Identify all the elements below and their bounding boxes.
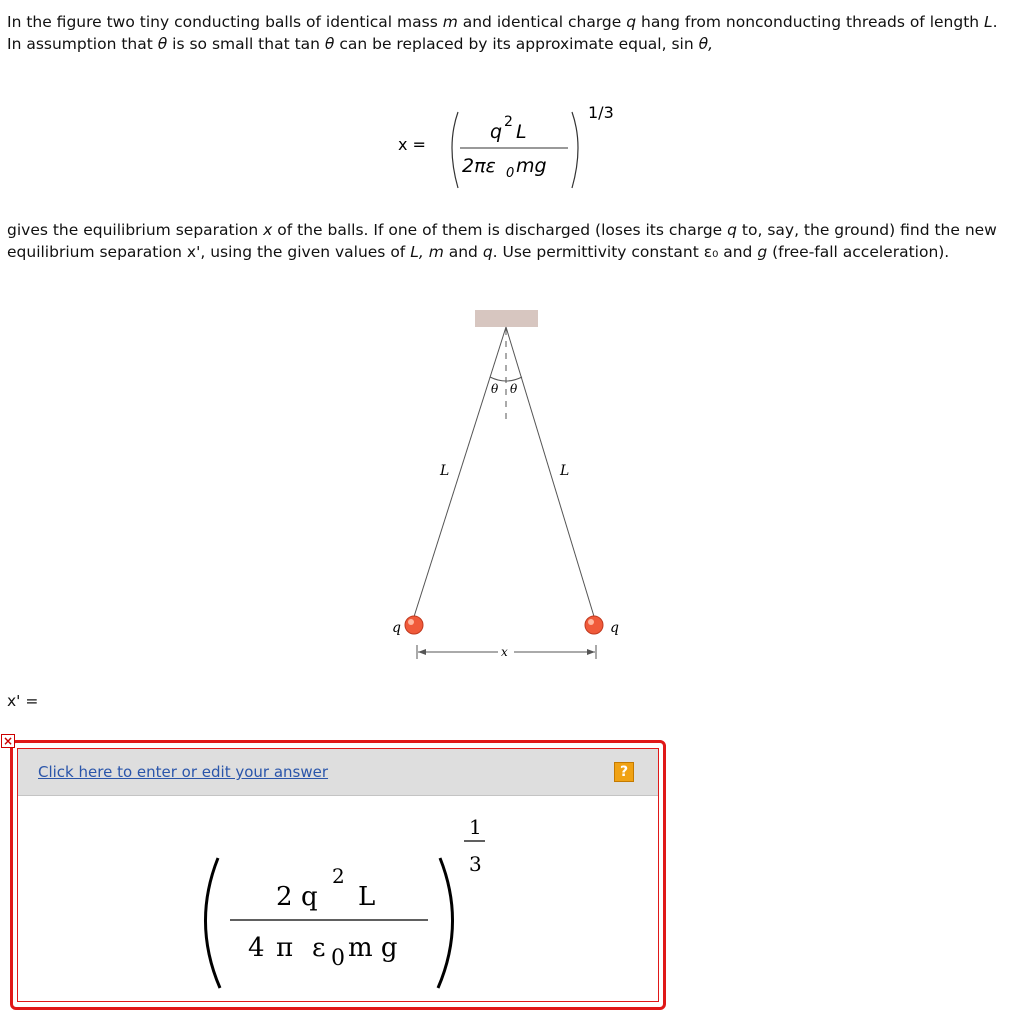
italic-symbol: θ,: [698, 35, 714, 53]
formula-numerator-base: q: [490, 121, 503, 143]
charge-label-right: q: [610, 620, 619, 636]
answer-den-sub: 0: [331, 946, 345, 971]
italic-symbol: q: [727, 221, 737, 239]
answer-left-paren: [205, 858, 220, 988]
answer-expression-graphic: [188, 813, 498, 993]
formula-right-paren: [572, 112, 578, 188]
formula-power: 1/3: [588, 103, 614, 122]
help-icon[interactable]: ?: [614, 762, 634, 782]
italic-symbol: θ: [157, 35, 168, 53]
answer-power-num: 1: [469, 815, 482, 839]
right-thread: [506, 327, 596, 623]
equilibrium-formula: [398, 98, 628, 198]
answer-expression: [188, 813, 498, 993]
left-ball-highlight: [408, 619, 414, 625]
dimension-arrow-left: [418, 649, 426, 655]
right-ball-highlight: [588, 619, 594, 625]
angle-label-left: θ: [491, 382, 499, 396]
formula-lhs: x =: [398, 135, 426, 154]
right-ball: [585, 616, 603, 634]
formula-left-paren: [452, 112, 458, 188]
italic-symbol: q: [626, 13, 637, 31]
separation-label: x: [501, 645, 508, 659]
formula-numerator-tail: L: [516, 121, 527, 143]
answer-den-pi: π: [276, 933, 294, 963]
answer-den-coef: 4: [248, 933, 265, 963]
thread-label-right: L: [560, 463, 570, 479]
formula-numerator-exp: 2: [504, 114, 513, 130]
italic-symbol: L: [984, 13, 993, 31]
text-run: to, say, the ground) find the new equilibrium separation x', using the given values of: [7, 221, 997, 261]
error-icon: ×: [2, 734, 14, 748]
answer-power-den: 3: [469, 852, 482, 876]
charge-label-left: q: [392, 620, 401, 636]
text-run: and: [443, 243, 483, 261]
text-run: gives the equilibrium separation: [7, 221, 264, 239]
formula-denominator-tail: mg: [516, 155, 547, 177]
dimension-arrow-right: [587, 649, 595, 655]
problem-paragraph-1: [7, 11, 1002, 55]
italic-symbol: x: [263, 221, 273, 239]
answer-num-base: q: [301, 882, 318, 912]
text-run: In the figure two tiny conducting balls of identical mass: [7, 13, 443, 31]
answer-num-tail: L: [358, 882, 376, 912]
italic-symbol: θ: [324, 35, 335, 53]
formula-graphic: [398, 98, 638, 198]
italic-symbol: q: [482, 243, 493, 261]
text-run: . Use permittivity constant ε₀ and: [492, 243, 758, 261]
italic-symbol: L,: [410, 243, 424, 261]
thread-label-left: L: [440, 463, 450, 479]
pendulum-diagram: [370, 305, 660, 670]
text-run: (free-fall acceleration).: [767, 243, 950, 261]
text-run: is so small that tan: [167, 35, 325, 53]
answer-num-exp: 2: [332, 864, 345, 888]
answer-right-paren: [438, 858, 453, 988]
ceiling-support: [475, 310, 538, 327]
pendulum-figure: [370, 305, 660, 670]
answer-prompt: x' =: [7, 692, 39, 710]
italic-symbol: m: [428, 243, 444, 261]
text-run: and identical charge: [457, 13, 627, 31]
formula-denominator-sub: 0: [506, 166, 515, 181]
italic-symbol: g: [757, 243, 768, 261]
left-thread: [412, 327, 506, 623]
text-run: hang from nonconducting threads of length: [636, 13, 985, 31]
problem-paragraph-2: [7, 219, 1002, 263]
angle-label-right: θ: [510, 382, 518, 396]
answer-den-tail: m g: [348, 933, 398, 963]
text-run: . In assumption that: [7, 13, 998, 53]
answer-den-eps: ε: [312, 933, 326, 963]
text-run: can be replaced by its approximate equal, sin: [334, 35, 699, 53]
answer-header: [18, 749, 658, 796]
left-ball: [405, 616, 423, 634]
edit-answer-link[interactable]: Click here to enter or edit your answer: [38, 763, 329, 781]
formula-denominator-main: 2πε: [462, 155, 496, 177]
answer-num-coef: 2: [276, 882, 293, 912]
italic-symbol: m: [442, 13, 458, 31]
text-run: of the balls. If one of them is discharged (loses its charge: [272, 221, 728, 239]
